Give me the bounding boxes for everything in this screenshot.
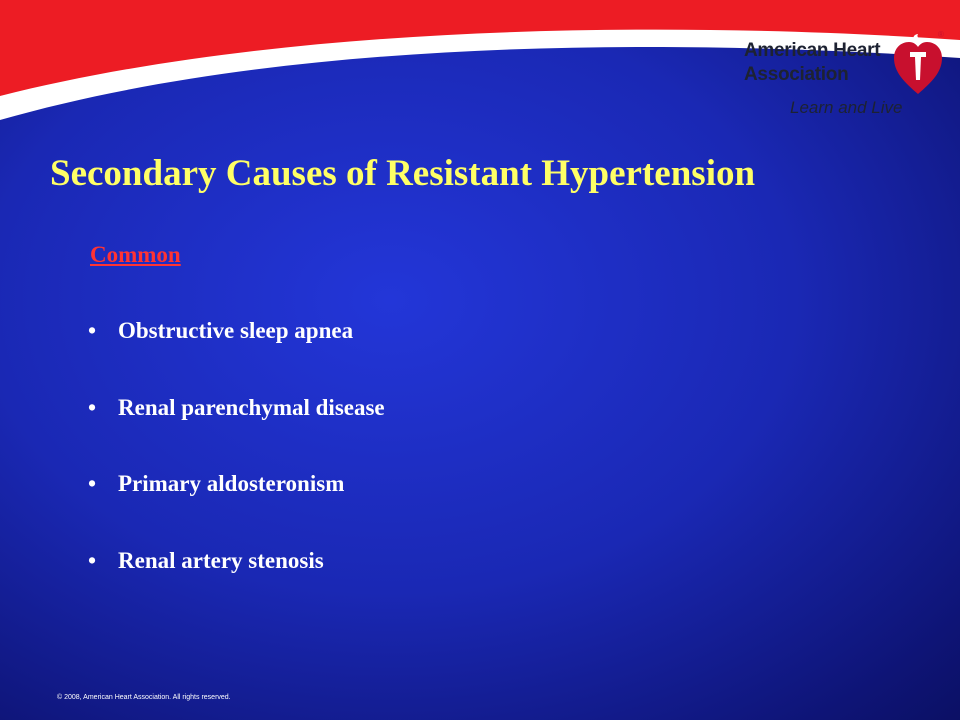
logo-tagline: Learn and Live	[790, 98, 903, 117]
list-item-text: Renal parenchymal disease	[118, 394, 385, 420]
list-item	[88, 318, 385, 395]
bullet-icon: •	[88, 547, 97, 573]
registered-mark: ®	[938, 30, 944, 39]
logo-name-line2: Association	[744, 64, 849, 85]
slide-title: Secondary Causes of Resistant Hypertension	[50, 153, 756, 194]
section-heading: Common	[90, 242, 181, 267]
list-item	[88, 395, 385, 472]
bullet-list	[88, 318, 385, 624]
heart-torch-icon	[892, 34, 944, 96]
bullet-icon: •	[88, 471, 97, 496]
copyright-notice: © 2008, American Heart Association. All rights reserved.	[57, 694, 231, 701]
bullet-icon: •	[88, 394, 97, 420]
list-item-text: Primary aldosteronism	[118, 471, 345, 496]
list-item-text: Obstructive sleep apnea	[118, 318, 354, 343]
list-item-text: Renal artery stenosis	[118, 547, 324, 573]
list-item	[88, 548, 385, 625]
list-item	[88, 471, 385, 548]
aha-logo	[740, 30, 950, 124]
logo-name-line1: American Heart	[744, 40, 881, 61]
bullet-icon: •	[88, 318, 97, 343]
